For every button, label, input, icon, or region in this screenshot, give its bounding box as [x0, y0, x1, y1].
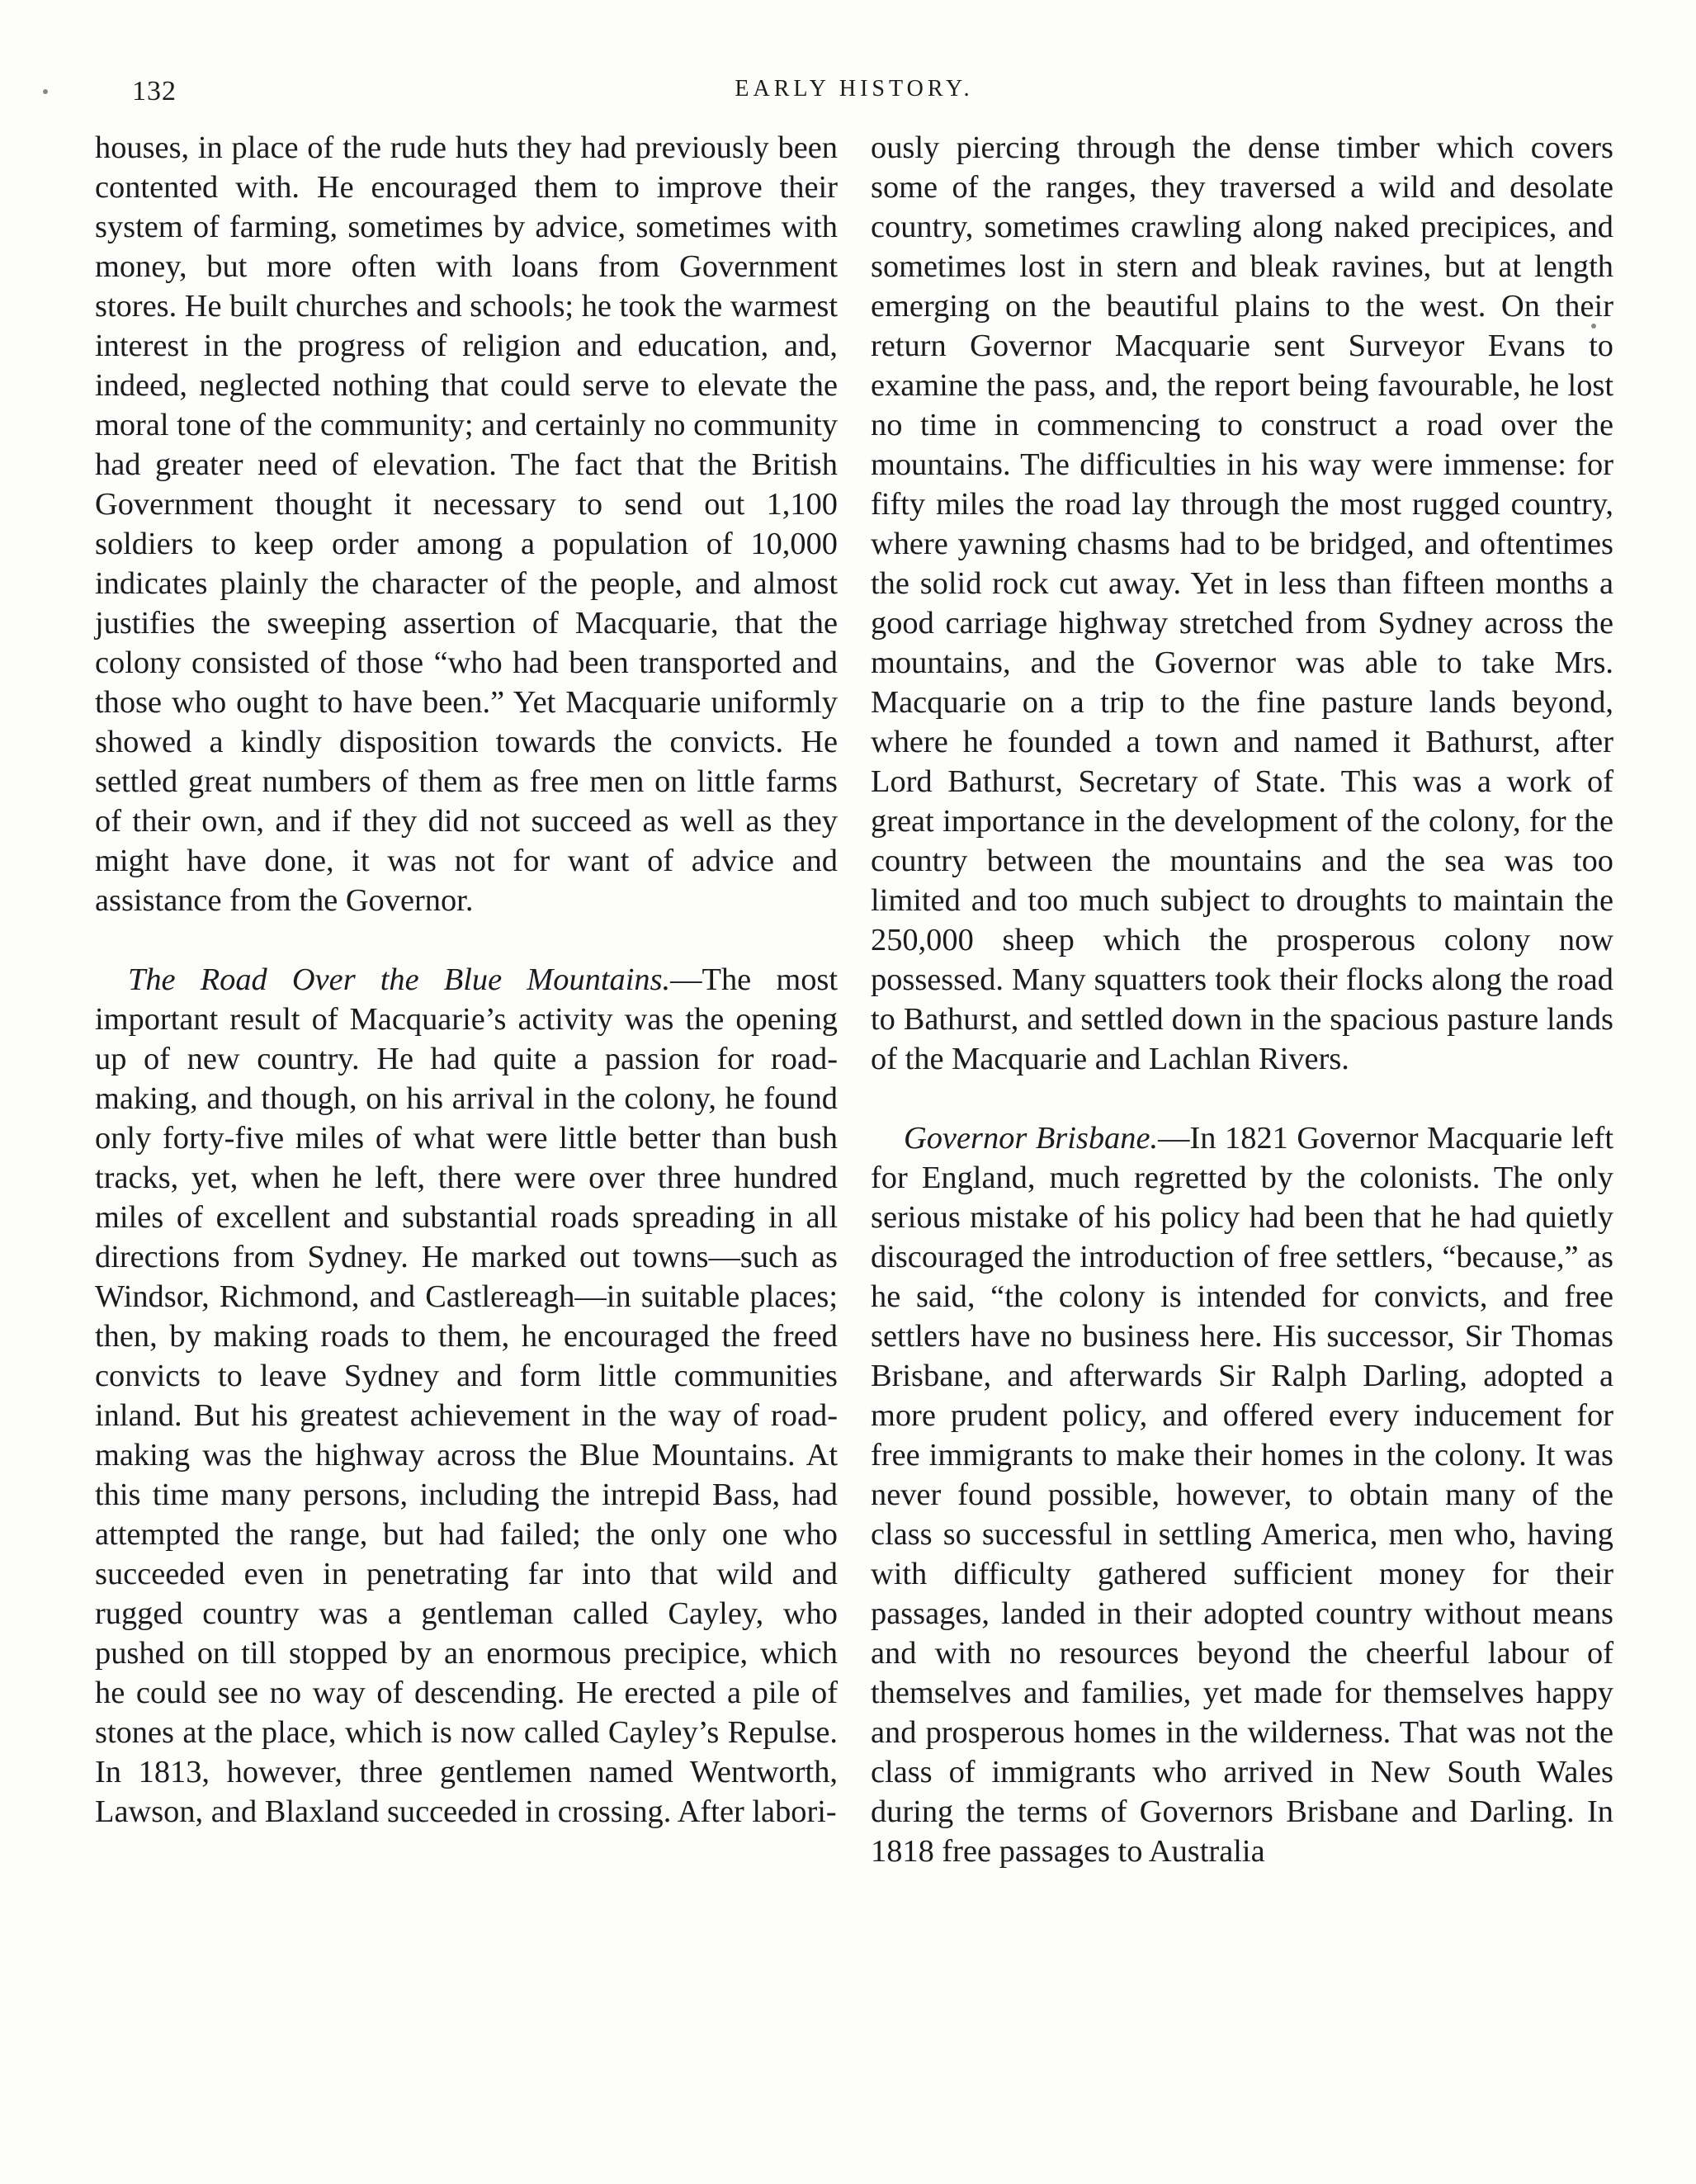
paragraph-gap — [95, 920, 838, 960]
paragraph — [95, 960, 838, 1832]
scan-speck — [1591, 324, 1596, 329]
paragraph: ously piercing through the dense timber which covers some of the ranges, they traversed a wild and desolate country, sometimes crawling along naked precipices, and sometimes lost in stern and bleak ravines, but at length emerging on the beautiful plains to the west. On their return Governor Macquarie sent Surveyor Evans to examine the pass, and, the report being favourable, he lost no time in commencing to construct a road over the mountains. The difficulties in his way were immense: for fifty miles the road lay through the most rugged country, where yawning chasms had to be bridged, and oftentimes the solid rock cut away. Yet in less than fifteen months a good carriage highway stretched from Sydney across the mountains, and the Governor was able to take Mrs. Macquarie on a trip to the fine pasture lands beyond, where he founded a town and named it Bathurst, after Lord Bathurst, Secretary of State. This was a work of great importance in the development of the colony, for the country between the mountains and the sea was too limited and too much subject to droughts to maintain the 250,000 sheep which the prosperous colony now possessed. Many squatters took their flocks along the road to Bathurst, and settled down in the spacious pasture lands of the Macquarie and Lachlan Rivers. — [871, 130, 1613, 1076]
left-column — [95, 128, 838, 1832]
page-number: 132 — [132, 76, 177, 106]
right-column — [871, 128, 1613, 1871]
paragraph-body: —In 1821 Governor Macquarie left for England, much regretted by the colonists. The only serious mistake of his policy had been that he had quietly discouraged the introduction of free settlers, “because,” as he said, “the colony is intended for convicts, and free settlers have no business here. His successor, Sir Thomas Brisbane, and afterwards Sir Ralph Darling, adopted a more prudent policy, and offered every inducement for free immigrants to make their homes in the colony. It was never found possible, however, to obtain many of the class so successful in settling America, men who, having with difficulty gathered sufficient money for their passages, landed in their adopted country without means and with no resources beyond the cheerful labour of themselves and families, yet made for themselves happy and prosperous homes in the wilderness. That was not the class of immigrants who arrived in New South Wales during the terms of Governors Brisbane and Darling. In 1818 free passages to Australia — [871, 1121, 1614, 1869]
scan-speck — [43, 89, 48, 94]
paragraph: houses, in place of the rude huts they had previously been contented with. He encouraged them to improve their system of farming, sometimes by advice, sometimes with money, but more often with loans from Government stores. He built churches and schools; he took the warmest interest in the progress of religion and education, and, indeed, neglected nothing that could serve to elevate the moral tone of the community; and certainly no community had greater need of elevation. The fact that the British Government thought it necessary to send out 1,100 soldiers to keep order among a population of 10,000 indicates plainly the character of the people, and almost justifies the sweeping assertion of Macquarie, that the colony consisted of those “who had been transported and those who ought to have been.” Yet Macquarie uniformly showed a kindly disposition towards the convicts. He settled great numbers of them as free men on little farms of their own, and if they did not succeed as well as they might have done, it was not for want of advice and assistance from the Governor. — [95, 130, 838, 918]
page-header — [95, 66, 1613, 116]
paragraph-body: —The most important result of Macquarie’s activity was the opening up of new country. He had quite a passion for road-making, and though, on his arrival in the colony, he found only forty-five miles of what were little better than bush tracks, yet, when he left, there were over three hundred miles of excellent and substantial roads spreading in all directions from Sydney. He marked out towns—such as Windsor, Richmond, and Castlereagh—in suitable places; then, by making roads to them, he encouraged the freed convicts to leave Sydney and form little communities inland. But his greatest achievement in the way of road-making was the highway across the Blue Mountains. At this time many persons, including the intrepid Bass, had attempted the range, but had failed; the only one who succeeded even in penetrating far into that wild and rugged country was a gentleman called Cayley, who pushed on till stopped by an enormous precipice, which he could see no way of descending. He erected a pile of stones at the place, which is now called Cayley’s Repulse. In 1813, however, three gentlemen named Wentworth, Lawson, and Blaxland succeeded in crossing. After labori- — [95, 962, 838, 1829]
section-title: Governor Brisbane. — [904, 1121, 1159, 1156]
section-title: The Road Over the Blue Mountains. — [128, 962, 671, 997]
paragraph-gap — [871, 1079, 1613, 1118]
running-head: EARLY HISTORY. — [735, 76, 974, 102]
paragraph — [871, 1118, 1613, 1871]
